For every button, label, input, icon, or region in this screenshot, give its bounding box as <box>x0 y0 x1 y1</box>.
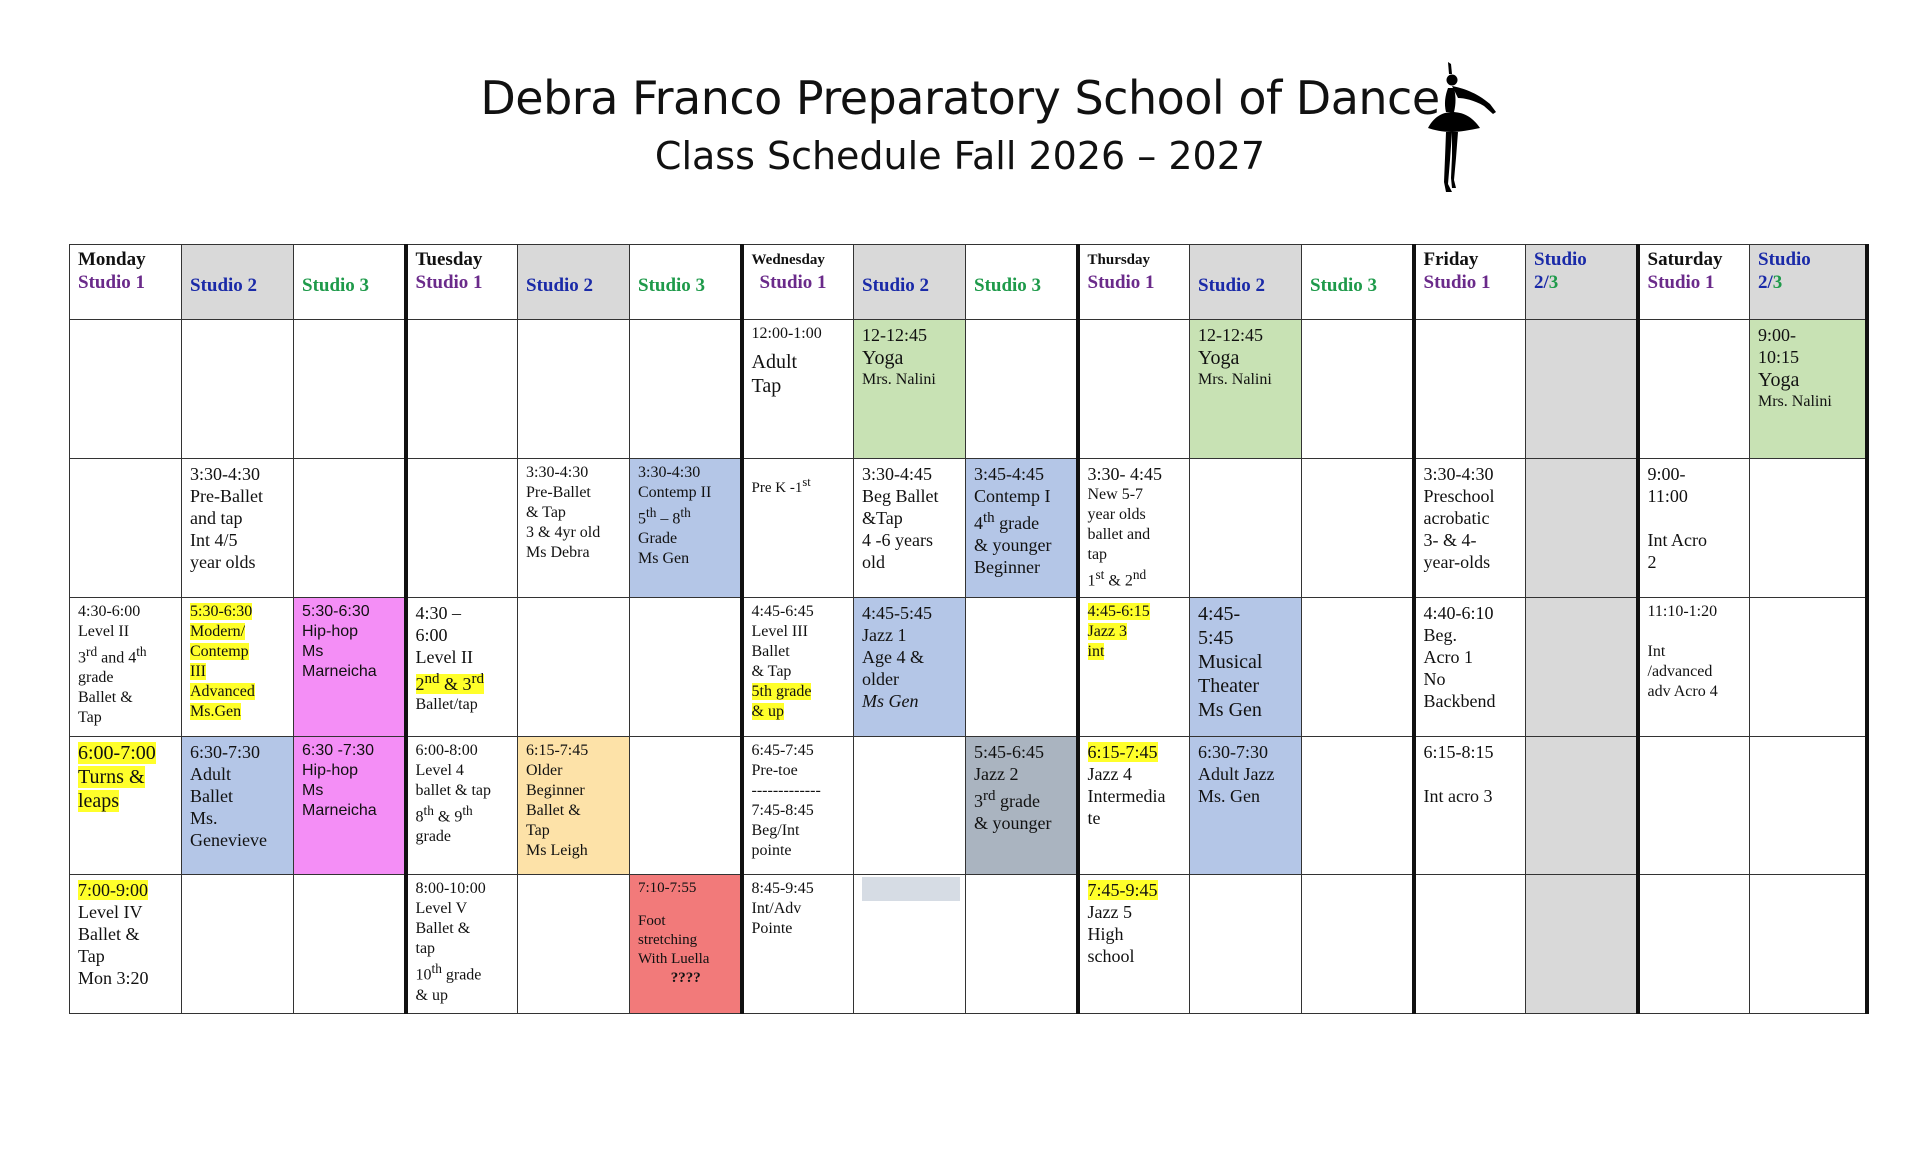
class-wed-s1-adult-tap: 12:00-1:00 Adult Tap <box>742 320 854 459</box>
header-monday-studio-1: Monday Studio 1 <box>70 245 182 320</box>
cell-wed-s3 <box>966 320 1078 459</box>
class-tue-s1-level-5: 8:00-10:00 Level V Ballet & tap 10th grade & up <box>406 875 518 1014</box>
header-friday-studio-1: Friday Studio 1 <box>1414 245 1526 320</box>
cell-fri-s1 <box>1414 875 1526 1014</box>
cell-sat-s1 <box>1638 875 1750 1014</box>
cell-fri-s23 <box>1526 597 1638 736</box>
cell-wed-s2 <box>854 875 966 1014</box>
cell-tue-s1 <box>406 320 518 459</box>
class-wed-s1-level-3: 4:45-6:45 Level III Ballet & Tap 5th grade & up <box>742 597 854 736</box>
cell-mon-s2 <box>182 320 294 459</box>
cell-mon-s3 <box>294 320 406 459</box>
cell-mon-s1 <box>70 459 182 598</box>
cell-tue-s3 <box>630 736 742 875</box>
cell-fri-s23 <box>1526 875 1638 1014</box>
class-mon-s1-level-4: 7:00-9:00 Level IV Ballet & Tap Mon 3:20 <box>70 875 182 1014</box>
cell-fri-s23 <box>1526 320 1638 459</box>
class-mon-s2-pre-ballet: 3:30-4:30 Pre-Ballet and tap Int 4/5 year olds <box>182 459 294 598</box>
header-monday-studio-2: Studio 2 <box>182 245 294 320</box>
cell-tue-s2 <box>518 320 630 459</box>
cell-mon-s1 <box>70 320 182 459</box>
class-thu-s1-jazz-4: 6:15-7:45 Jazz 4 Intermedia te <box>1078 736 1190 875</box>
header-wednesday-studio-1: Wednesday Studio 1 <box>742 245 854 320</box>
table-row <box>70 736 1867 875</box>
cell-sat-s1 <box>1638 320 1750 459</box>
class-sat-s23-yoga: 9:00- 10:15 Yoga Mrs. Nalini <box>1750 320 1867 459</box>
class-tue-s2-older-beginner: 6:15-7:45 Older Beginner Ballet & Tap Ms Leigh <box>518 736 630 875</box>
cell-fri-s1 <box>1414 320 1526 459</box>
cell-thu-s3 <box>1302 597 1414 736</box>
class-sat-s1-int-acro-2: 9:00- 11:00 Int Acro 2 <box>1638 459 1750 598</box>
class-thu-s1-jazz-5: 7:45-9:45 Jazz 5 High school <box>1078 875 1190 1014</box>
header-saturday-studio-1: Saturday Studio 1 <box>1638 245 1750 320</box>
header-tuesday-studio-3: Studio 3 <box>630 245 742 320</box>
cell-sat-s23 <box>1750 597 1867 736</box>
class-tue-s3-foot-stretching: 7:10-7:55 Foot stretching With Luella ???? <box>630 875 742 1014</box>
cell-tue-s2 <box>518 597 630 736</box>
cell-thu-s3 <box>1302 875 1414 1014</box>
cell-sat-s23 <box>1750 736 1867 875</box>
cell-thu-s1 <box>1078 320 1190 459</box>
header-wednesday-studio-2: Studio 2 <box>854 245 966 320</box>
class-wed-s2-beg-ballet-tap: 3:30-4:45 Beg Ballet &Tap 4 -6 years old <box>854 459 966 598</box>
class-wed-s3-jazz-2: 5:45-6:45 Jazz 2 3rd grade & younger <box>966 736 1078 875</box>
class-sat-s1-adv-acro-4: 11:10-1:20 Int /advanced adv Acro 4 <box>1638 597 1750 736</box>
table-row <box>70 875 1867 1014</box>
schedule-table <box>69 244 1869 1014</box>
cell-mon-s3 <box>294 875 406 1014</box>
class-wed-s2-yoga: 12-12:45 Yoga Mrs. Nalini <box>854 320 966 459</box>
cell-thu-s3 <box>1302 320 1414 459</box>
header-thursday-studio-3: Studio 3 <box>1302 245 1414 320</box>
class-mon-s3-hip-hop: 5:30-6:30 Hip-hop Ms Marneicha <box>294 597 406 736</box>
cell-fri-s23 <box>1526 736 1638 875</box>
header-saturday-studio-2-3: Studio 2/3 <box>1750 245 1867 320</box>
class-mon-s1-turns-leaps: 6:00-7:00 Turns & leaps <box>70 736 182 875</box>
header <box>0 70 1920 182</box>
header-thursday-studio-2: Studio 2 <box>1190 245 1302 320</box>
class-tue-s1-level-2: 4:30 – 6:00 Level II 2nd & 3rd Ballet/tap <box>406 597 518 736</box>
class-tue-s2-pre-ballet-tap: 3:30-4:30 Pre-Ballet & Tap 3 & 4yr old Ms Debra <box>518 459 630 598</box>
class-tue-s1-level-4: 6:00-8:00 Level 4 ballet & tap 8th & 9th grade <box>406 736 518 875</box>
cell-tue-s3 <box>630 320 742 459</box>
class-tue-s3-contemp-2: 3:30-4:30 Contemp II 5th – 8th Grade Ms Gen <box>630 459 742 598</box>
header-monday-studio-3: Studio 3 <box>294 245 406 320</box>
header-friday-studio-2-3: Studio 2/3 <box>1526 245 1638 320</box>
class-mon-s2-modern-contemp: 5:30-6:30 Modern/ Contemp III Advanced Ms.Gen <box>182 597 294 736</box>
header-tuesday-studio-1: Tuesday Studio 1 <box>406 245 518 320</box>
class-mon-s1-level-2: 4:30-6:00 Level II 3rd and 4th grade Ballet & Tap <box>70 597 182 736</box>
class-mon-s3-hip-hop: 6:30 -7:30 Hip-hop Ms Marneicha <box>294 736 406 875</box>
cell-fri-s23 <box>1526 459 1638 598</box>
placeholder-bar <box>862 877 960 901</box>
cell-sat-s23 <box>1750 875 1867 1014</box>
cell-wed-s2 <box>854 736 966 875</box>
cell-mon-s2 <box>182 875 294 1014</box>
class-thu-s2-yoga: 12-12:45 Yoga Mrs. Nalini <box>1190 320 1302 459</box>
cell-wed-s3 <box>966 597 1078 736</box>
class-thu-s2-adult-jazz: 6:30-7:30 Adult Jazz Ms. Gen <box>1190 736 1302 875</box>
ballerina-silhouette-icon <box>1418 58 1508 198</box>
class-thu-s2-musical-theater: 4:45- 5:45 Musical Theater Ms Gen <box>1190 597 1302 736</box>
cell-tue-s1 <box>406 459 518 598</box>
page-subtitle: Class Schedule Fall 2026 – 2027 <box>654 134 1266 178</box>
table-row <box>70 597 1867 736</box>
cell-mon-s3 <box>294 459 406 598</box>
header-tuesday-studio-2: Studio 2 <box>518 245 630 320</box>
cell-thu-s3 <box>1302 736 1414 875</box>
header-row <box>70 245 1867 320</box>
class-fri-s1-preschool-acro: 3:30-4:30 Preschool acrobatic 3- & 4- year-olds <box>1414 459 1526 598</box>
class-fri-s1-int-acro-3: 6:15-8:15 Int acro 3 <box>1414 736 1526 875</box>
class-mon-s2-adult-ballet: 6:30-7:30 Adult Ballet Ms. Genevieve <box>182 736 294 875</box>
cell-tue-s3 <box>630 597 742 736</box>
header-wednesday-studio-3: Studio 3 <box>966 245 1078 320</box>
class-wed-s1-pre-toe-pointe: 6:45-7:45 Pre-toe ------------- 7:45-8:45 Beg/Int pointe <box>742 736 854 875</box>
page-title: Debra Franco Preparatory School of Dance <box>480 71 1440 125</box>
class-wed-s2-jazz-1: 4:45-5:45 Jazz 1 Age 4 & older Ms Gen <box>854 597 966 736</box>
class-wed-s1-int-adv-pointe: 8:45-9:45 Int/Adv Pointe <box>742 875 854 1014</box>
cell-sat-s23 <box>1750 459 1867 598</box>
header-thursday-studio-1: Thursday Studio 1 <box>1078 245 1190 320</box>
cell-thu-s3 <box>1302 459 1414 598</box>
cell-thu-s2 <box>1190 875 1302 1014</box>
class-fri-s1-beg-acro-1: 4:40-6:10 Beg. Acro 1 No Backbend <box>1414 597 1526 736</box>
cell-wed-s3 <box>966 875 1078 1014</box>
cell-sat-s1 <box>1638 736 1750 875</box>
class-thu-s1-jazz-3: 4:45-6:15 Jazz 3 int <box>1078 597 1190 736</box>
class-wed-s1-pre-k: Pre K -1st <box>742 459 854 598</box>
class-wed-s3-contemp-1: 3:45-4:45 Contemp I 4th grade & younger Beginner <box>966 459 1078 598</box>
cell-thu-s2 <box>1190 459 1302 598</box>
table-row <box>70 459 1867 598</box>
cell-tue-s2 <box>518 875 630 1014</box>
table-row <box>70 320 1867 459</box>
class-thu-s1-new-5-7: 3:30- 4:45 New 5-7 year olds ballet and tap 1st & 2nd <box>1078 459 1190 598</box>
